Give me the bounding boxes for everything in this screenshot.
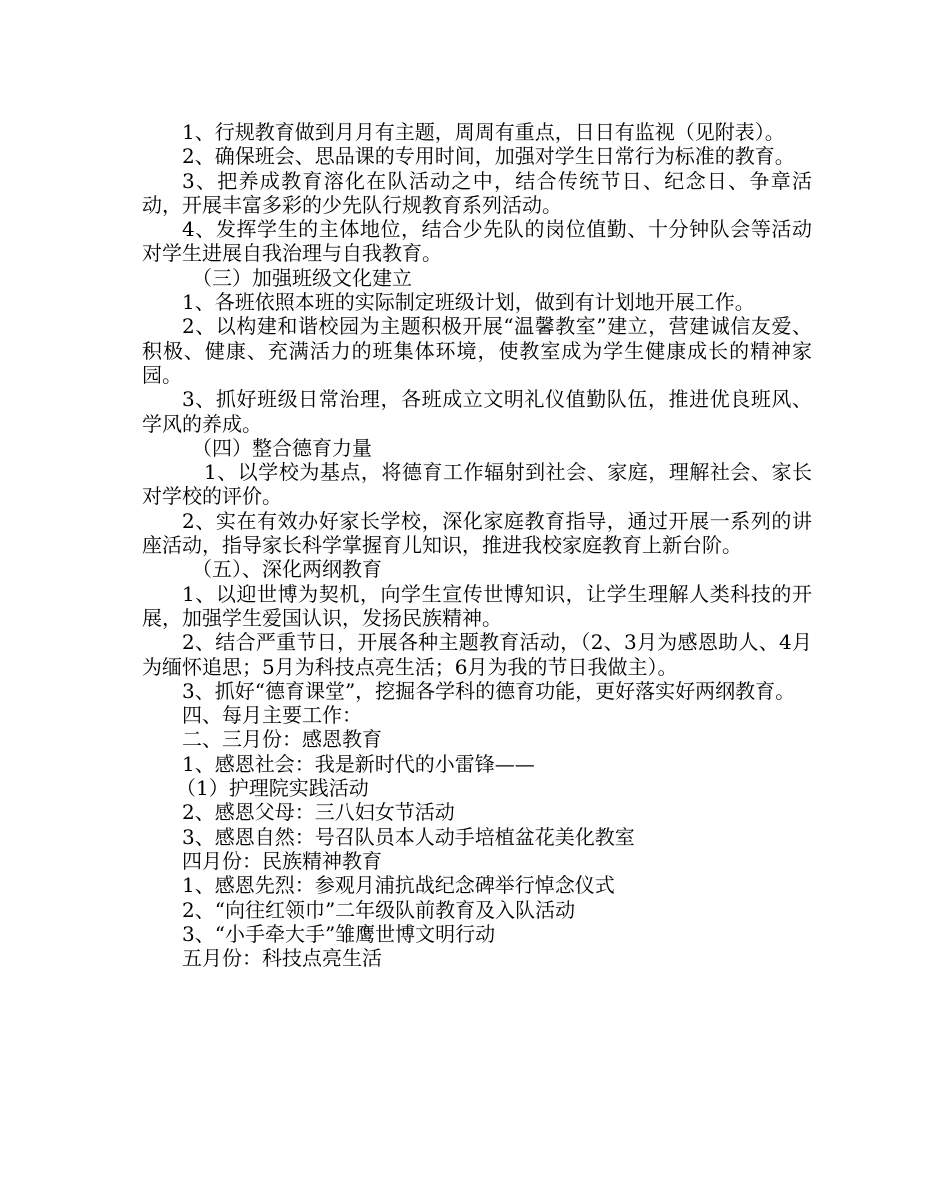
section-heading-3: （三）加强班级文化建立 — [192, 265, 412, 290]
list-item: 2、感恩父母：三八妇女节活动 — [182, 800, 455, 825]
paragraph-2: 2、确保班会、思品课的专用时间，加强对学生日常行为标准的教育。 — [182, 144, 795, 169]
paragraph-9: 2、实在有效办好家长学校，深化家庭教育指导，通过开展一系列的讲座活动，指导家长科学掌握育儿知识，推进我校家庭教育上新台阶。 — [142, 508, 812, 558]
section-heading-monthly: 四、每月主要工作： — [182, 703, 362, 728]
month-heading-apr: 四月份：民族精神教育 — [182, 848, 382, 873]
paragraph-1: 1、行规教育做到月月有主题，周周有重点，日日有监视（见附表）。 — [182, 120, 785, 144]
month-heading-may: 五月份：科技点亮生活 — [182, 946, 382, 971]
paragraph-8: 1、以学校为基点，将德育工作辐射到社会、家庭，理解社会、家长对学校的评价。 — [142, 460, 812, 509]
paragraph-5: 1、各班依照本班的实际制定班级计划，做到有计划地开展工作。 — [182, 290, 755, 315]
paragraph-7: 3、抓好班级日常治理，各班成立文明礼仪值勤队伍，推进优良班风、学风的养成。 — [142, 387, 812, 436]
list-item: 1、感恩先烈：参观月浦抗战纪念碑举行悼念仪式 — [182, 873, 615, 898]
month-heading-feb-mar: 二、三月份：感恩教育 — [182, 727, 382, 752]
list-item: 3、“小手牵大手”雏鹰世博文明行动 — [182, 921, 496, 946]
paragraph-10: 1、以迎世博为契机，向学生宣传世博知识，让学生理解人类科技的开展，加强学生爱国认识，发扬民族精神。 — [142, 581, 812, 630]
paragraph-3: 3、把养成教育溶化在队活动之中，结合传统节日、纪念日、争章活动，开展丰富多彩的少先队行规教育系列活动。 — [142, 168, 812, 217]
paragraph-12: 3、抓好“德育课堂”，挖掘各学科的德育功能，更好落实好两纲教育。 — [182, 678, 796, 703]
paragraph-6: 2、以构建和谐校园为主题积极开展“温馨教室”建立，营建诚信友爱、积极、健康、充满活力的班集体环境，使教室成为学生健康成长的精神家园。 — [142, 314, 812, 387]
section-heading-4: （四）整合德育力量 — [192, 435, 372, 460]
section-heading-5: （五）、深化两纲教育 — [192, 557, 382, 582]
paragraph-4: 4、发挥学生的主体地位，结合少先队的岗位值勤、十分钟队会等活动对学生进展自我治理与自我教育。 — [142, 217, 812, 266]
list-item: 2、“向往红领巾”二年级队前教育及入队活动 — [182, 897, 576, 922]
list-item: （1）护理院实践活动 — [176, 776, 369, 801]
list-item: 1、感恩社会：我是新时代的小雷锋—— — [182, 751, 535, 776]
list-item: 3、感恩自然：号召队员本人动手培植盆花美化教室 — [182, 824, 635, 849]
document-body — [142, 120, 812, 970]
paragraph-11: 2、结合严重节日，开展各种主题教育活动，（2、3月为感恩助人、4月为缅怀追思；5月为科技点亮生活；6月为我的节日我做主）。 — [142, 630, 812, 679]
